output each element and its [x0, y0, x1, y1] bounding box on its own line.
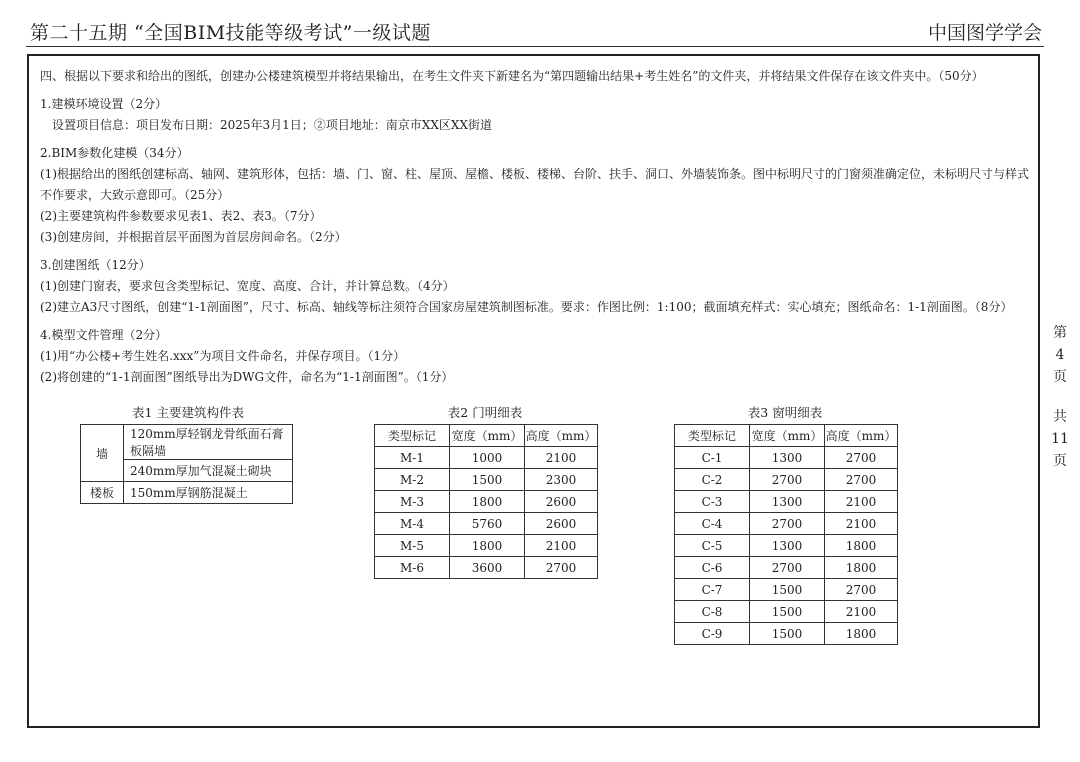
table-cell: 2700 [750, 557, 825, 579]
table-row [375, 513, 598, 535]
column-header: 高度（mm） [825, 425, 898, 447]
table-cell: 1800 [825, 535, 898, 557]
table3-caption: 表3 窗明细表 [747, 405, 823, 420]
table-cell: 1500 [750, 579, 825, 601]
table-row [675, 491, 898, 513]
table-cell: 1300 [750, 491, 825, 513]
table-cell: 5760 [450, 513, 525, 535]
table-row [81, 425, 293, 460]
table-cell: 1800 [450, 535, 525, 557]
question-intro: 四、根据以下要求和给出的图纸，创建办公楼建筑模型并将结果输出，在考生文件夹下新建名为“第四题输出结果+考生姓名”的文件夹，并将结果文件保存在该文件夹中。（50分） [40, 69, 984, 83]
table-cell: M-5 [375, 535, 450, 557]
table-cell: 2700 [825, 579, 898, 601]
page-ye: 页 [1053, 369, 1067, 385]
table-cell: 1000 [450, 447, 525, 469]
table-cell: 1800 [450, 491, 525, 513]
page-total: 11 [1051, 431, 1069, 447]
table1-wall-label: 墙 [81, 425, 124, 482]
table-cell: 2100 [825, 513, 898, 535]
column-header: 宽度（mm） [450, 425, 525, 447]
page-indicator [1048, 322, 1072, 472]
table-row [375, 469, 598, 491]
table-row [375, 447, 598, 469]
page-number: 4 [1055, 347, 1065, 363]
page-di: 第 [1053, 325, 1067, 341]
table1-cell: 240mm厚加气混凝土砌块 [124, 460, 293, 482]
table-cell: 2600 [525, 491, 598, 513]
table-cell: 2100 [825, 601, 898, 623]
table-header-row [675, 425, 898, 447]
table1-cell: 120mm厚轻钢龙骨纸面石膏板隔墙 [124, 425, 293, 460]
section-4-title: 4.模型文件管理（2分） [40, 328, 168, 342]
table-cell: 2700 [825, 447, 898, 469]
table-cell: 2700 [750, 513, 825, 535]
table1-cell: 150mm厚钢筋混凝土 [124, 482, 293, 504]
section-3-line-1: (1)创建门窗表，要求包含类型标记、宽度、高度、合计，并计算总数。（4分） [40, 279, 455, 293]
table-cell: 2600 [525, 513, 598, 535]
table-cell: C-4 [675, 513, 750, 535]
table-row [375, 557, 598, 579]
table-row [675, 447, 898, 469]
table-row [675, 535, 898, 557]
table1-components [80, 424, 293, 504]
table-cell: C-3 [675, 491, 750, 513]
table-cell: 2100 [825, 491, 898, 513]
table-row [375, 535, 598, 557]
column-header: 类型标记 [375, 425, 450, 447]
section-2-title: 2.BIM参数化建模（34分） [40, 146, 189, 160]
table-cell: C-9 [675, 623, 750, 645]
table-header-row [375, 425, 598, 447]
table-cell: M-1 [375, 447, 450, 469]
table-row [675, 557, 898, 579]
table-cell: 1500 [750, 623, 825, 645]
section-1-line-1: 设置项目信息：项目发布日期：2025年3月1日；②项目地址：南京市XX区XX街道 [52, 118, 492, 132]
table-cell: C-2 [675, 469, 750, 491]
column-header: 类型标记 [675, 425, 750, 447]
header-rule [26, 46, 1044, 47]
table-cell: 2100 [525, 535, 598, 557]
table-cell: C-8 [675, 601, 750, 623]
section-1-title: 1.建模环境设置（2分） [40, 97, 168, 111]
table2-doors [374, 424, 598, 579]
table-cell: 2100 [525, 447, 598, 469]
table-cell: 2700 [750, 469, 825, 491]
section-2-line-2: (2)主要建筑构件参数要求见表1、表2、表3。（7分） [40, 209, 322, 223]
table-cell: 2300 [525, 469, 598, 491]
section-3-line-2: (2)建立A3尺寸图纸，创建“1-1剖面图”，尺寸、标高、轴线等标注须符合国家房屋建筑制图标准。要求：作图比例：1:100；截面填充样式：实心填充；图纸命名：1-1剖面图。（8分） [40, 300, 1013, 314]
table-cell: 1500 [750, 601, 825, 623]
section-4-line-1: (1)用“办公楼+考生姓名.xxx”为项目文件命名，并保存项目。（1分） [40, 349, 406, 363]
section-2-line-1: (1)根据给出的图纸创建标高、轴网、建筑形体，包括：墙、门、窗、柱、屋顶、屋檐、楼板、楼梯、台阶、扶手、洞口、外墙装饰条。图中标明尺寸的门窗须准确定位，未标明尺寸与样式不作要求，大致示意即可。（25分） [40, 167, 1030, 202]
table-cell: 1800 [825, 623, 898, 645]
table-cell: 1300 [750, 535, 825, 557]
page-gong: 共 [1053, 409, 1067, 425]
table-cell: 2700 [525, 557, 598, 579]
table-cell: 1800 [825, 557, 898, 579]
section-2-line-3: (3)创建房间，并根据首层平面图为首层房间命名。（2分） [40, 230, 347, 244]
table1-caption: 表1 主要建筑构件表 [132, 405, 244, 420]
table-row [375, 491, 598, 513]
table-row [675, 513, 898, 535]
section-3-title: 3.创建图纸（12分） [40, 258, 151, 272]
table-row [675, 579, 898, 601]
table-cell: C-6 [675, 557, 750, 579]
table-cell: M-6 [375, 557, 450, 579]
table-cell: 3600 [450, 557, 525, 579]
table-cell: C-1 [675, 447, 750, 469]
table-cell: C-5 [675, 535, 750, 557]
table-row [675, 623, 898, 645]
table3-windows [674, 424, 898, 645]
table-cell: 1300 [750, 447, 825, 469]
section-4-line-2: (2)将创建的“1-1剖面图”图纸导出为DWG文件，命名为“1-1剖面图”。（1分） [40, 370, 454, 384]
table-cell: M-2 [375, 469, 450, 491]
column-header: 高度（mm） [525, 425, 598, 447]
page-ye2: 页 [1053, 453, 1067, 469]
table-row [675, 601, 898, 623]
table-cell: 2700 [825, 469, 898, 491]
table-cell: M-4 [375, 513, 450, 535]
question-body [40, 66, 1030, 388]
table-row [81, 482, 293, 504]
table1-slab-label: 楼板 [81, 482, 124, 504]
organization-name: 中国图学学会 [927, 22, 1042, 44]
exam-title: 第二十五期 “全国BIM技能等级考试”一级试题 [30, 22, 431, 44]
table-row [675, 469, 898, 491]
table-cell: C-7 [675, 579, 750, 601]
table2-caption: 表2 门明细表 [447, 405, 523, 420]
table-cell: 1500 [450, 469, 525, 491]
table-cell: M-3 [375, 491, 450, 513]
column-header: 宽度（mm） [750, 425, 825, 447]
